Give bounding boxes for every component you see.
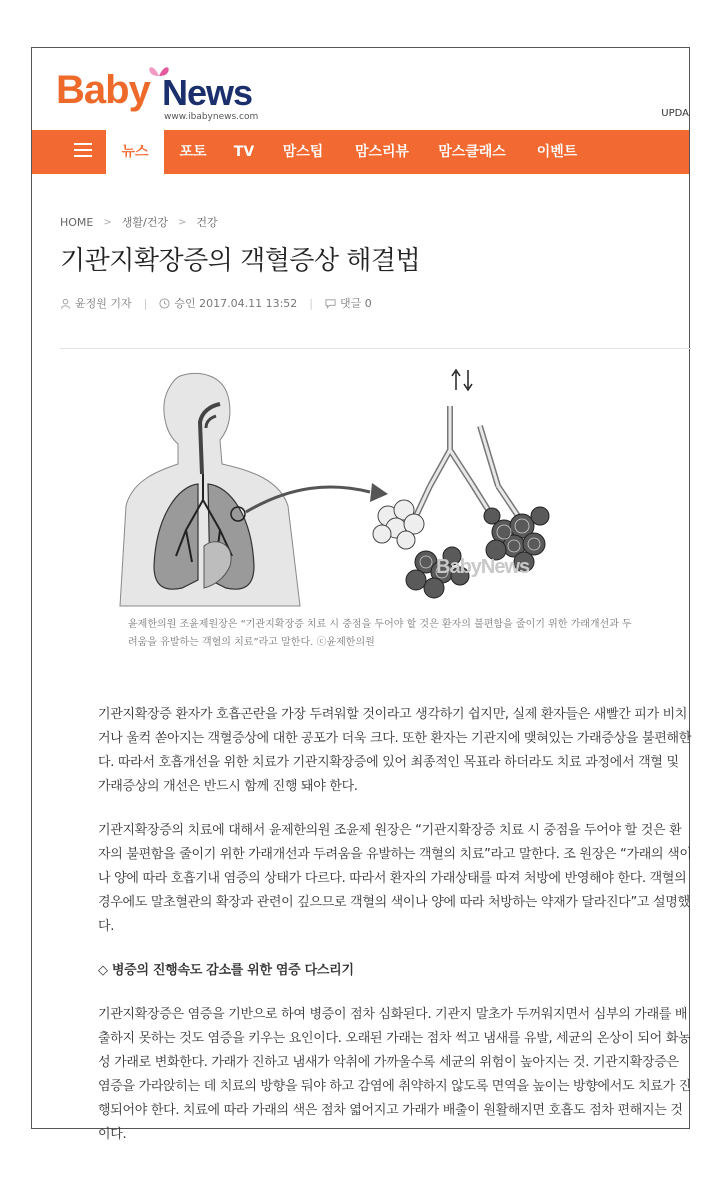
logo-news: News bbox=[162, 72, 253, 113]
main-nav bbox=[32, 130, 689, 174]
article-author: 윤정원 기자 bbox=[75, 297, 132, 310]
site-header bbox=[32, 48, 689, 130]
update-label: UPDA bbox=[661, 108, 689, 119]
nav-item-event[interactable]: 이벤트 bbox=[536, 144, 578, 160]
user-icon bbox=[60, 298, 71, 309]
image-watermark: BabyNews bbox=[436, 556, 530, 578]
breadcrumb-category[interactable]: 생활/건강 bbox=[121, 216, 168, 229]
nav-item-tv[interactable]: TV bbox=[233, 144, 255, 160]
comment-icon bbox=[325, 298, 336, 309]
article-subheading: ◇ 병증의 진행속도 감소를 위한 염증 다스리기 bbox=[98, 963, 354, 978]
nav-item-news[interactable]: 뉴스 bbox=[106, 130, 164, 174]
article-paragraph: 기관지확장증은 염증을 기반으로 하여 병증이 점차 심화된다. 기관지 말초가 두꺼워지면서 심부의 가래를 배출하지 못하는 것도 염증을 키우는 요인이다. 오래된 가래는 점차 썩고 냄새를 유발, 세균의 온상이 되어 화농성 가래로 변화한다. 가래가 진하고 냄새가 악취에 가까울수록 세균의 위험이 높아지는 것. 기관지확장증은 염증을 가라앉히는 데 치료의 방향을 둬야 하고 감염에 취약하지 않도록 면역을 높이는 방향에서도 치료가 진행되어야 한다. 치료에 따라 가래의 색은 점차 엷어지고 가래가 배출이 원활해지면 호흡도 점차 편해지는 것이다. bbox=[98, 1007, 692, 1142]
menu-icon[interactable] bbox=[74, 143, 92, 159]
comment-count[interactable]: 댓글 0 bbox=[340, 297, 372, 310]
clock-icon bbox=[159, 298, 170, 309]
logo-url: www.ibabynews.com bbox=[164, 112, 259, 122]
nav-item-moms-review[interactable]: 맘스리뷰 bbox=[354, 144, 410, 160]
header-divider bbox=[60, 348, 691, 349]
meta-divider: | bbox=[143, 296, 148, 310]
nav-item-moms-tip[interactable]: 맘스팁 bbox=[282, 144, 324, 160]
nav-item-photo[interactable]: 포토 bbox=[179, 144, 207, 160]
meta-divider: | bbox=[309, 296, 314, 310]
chevron-right-icon: > bbox=[103, 216, 112, 228]
logo-baby: Baby bbox=[56, 68, 150, 112]
breadcrumb-subcategory[interactable]: 건강 bbox=[196, 216, 218, 229]
site-logo[interactable] bbox=[56, 64, 276, 124]
browser-frame bbox=[31, 47, 692, 1142]
article-body bbox=[98, 703, 692, 1167]
article-date: 승인 2017.04.11 13:52 bbox=[174, 297, 298, 310]
chevron-right-icon: > bbox=[177, 216, 187, 228]
nav-item-moms-class[interactable]: 맘스클래스 bbox=[438, 144, 506, 160]
article-paragraph: 기관지확장증의 치료에 대해서 윤제한의원 조윤제 원장은 “기관지확장증 치료 시 중점을 두어야 할 것은 환자의 불편함을 줄이기 위한 가래개선과 두려움을 유발하는 객혈의 치료”라고 말한다. 조 원장은 “가래의 색이나 양에 따라 호흡기내 염증의 상태가 다르다. 따라서 환자의 가래상태를 따져 처방에 반영해야 한다. 객혈의 경우에도 말초혈관의 확장과 관련이 깊으므로 객혈의 색이나 양에 따라 처방하는 약재가 달라진다”고 설명했다. bbox=[98, 823, 692, 934]
breadcrumb bbox=[60, 214, 218, 230]
article-meta bbox=[60, 295, 372, 311]
article-title: 기관지확장증의 객혈증상 해결법 bbox=[60, 246, 421, 276]
article-paragraph: 기관지확장증 환자가 호흡곤란을 가장 두려워할 것이라고 생각하기 쉽지만, 실제 환자들은 새빨간 피가 비치거나 울컥 쏟아지는 객혈증상에 대한 공포가 더욱 크다. 또한 환자는 기관지에 맺혀있는 가래증상을 불편해한다. 따라서 호흡개선을 위한 치료가 기관지확장증에 있어 최종적인 목표라 하더라도 치료 과정에서 객혈 및 가래증상의 개선은 반드시 함께 진행 돼야 한다. bbox=[98, 707, 692, 794]
breadcrumb-home[interactable]: HOME bbox=[60, 215, 94, 229]
image-caption: 윤제한의원 조윤제원장은 “기관지확장증 치료 시 중점을 두어야 할 것은 환자의 불편함을 줄이기 위한 가래개선과 두려움을 유발하는 객혈의 치료”라고 말한다. ⓒ윤제한의원 bbox=[128, 619, 632, 648]
